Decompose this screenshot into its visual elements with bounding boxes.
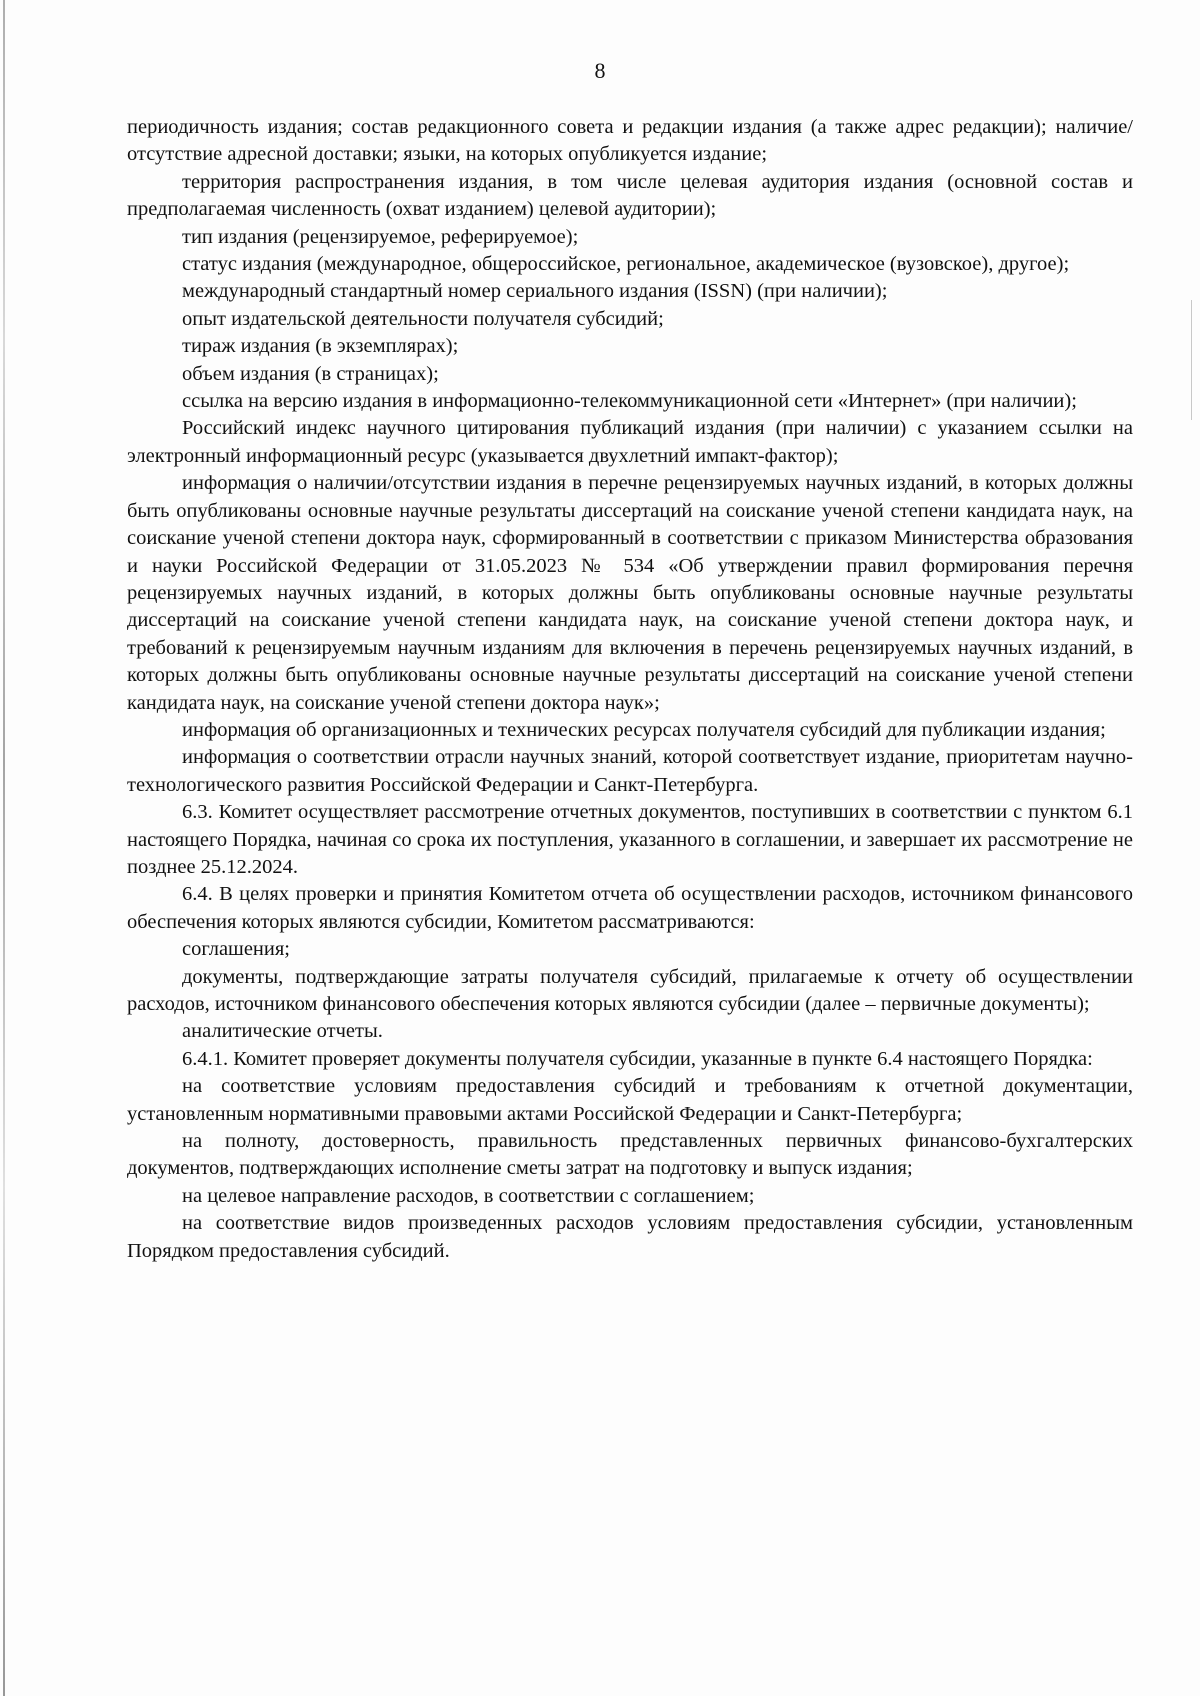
paragraph: документы, подтверждающие затраты получателя субсидий, прилагаемые к отчету об осуществлении расходов, источником финансового обеспечения которых являются субсидии (далее – первичные документы);: [127, 965, 1133, 1015]
paragraph: информация об организационных и технических ресурсах получателя субсидий для публикации издания;: [182, 718, 1106, 741]
paragraph: на целевое направление расходов, в соответствии с соглашением;: [182, 1184, 755, 1207]
scan-edge: [3, 0, 5, 1696]
paragraph: на соответствие условиям предоставления субсидий и требованиям к отчетной документации, установленным нормативными правовыми актами Российской Федерации и Санкт-Петербурга;: [127, 1075, 1133, 1125]
paragraph: 6.4. В целях проверки и принятия Комитетом отчета об осуществлении расходов, источником финансового обеспечения которых являются субсидии, Комитетом рассматриваются:: [127, 883, 1133, 933]
paragraph: соглашения;: [182, 938, 290, 961]
paragraph: ссылка на версию издания в информационно-телекоммуникационной сети «Интернет» (при наличии);: [182, 390, 1077, 413]
paragraph: опыт издательской деятельности получателя субсидий;: [182, 307, 664, 330]
paragraph: информация о соответствии отрасли научных знаний, которой соответствует издание, приоритетам научно-технологического развития Российской Федерации и Санкт-Петербурга.: [127, 746, 1133, 796]
paragraph: тираж издания (в экземплярах);: [182, 335, 459, 358]
paragraph: аналитические отчеты.: [182, 1020, 383, 1043]
paragraph: территория распространения издания, в том числе целевая аудитория издания (основной состав и предполагаемая численность (охват изданием) целевой аудитории);: [127, 170, 1133, 221]
paragraph: статус издания (международное, общероссийское, региональное, академическое (вузовское), другое);: [182, 253, 1070, 276]
page-number: 8: [594, 58, 606, 83]
paragraph: на полноту, достоверность, правильность представленных первичных финансово-бухгалтерских документов, подтверждающих исполнение сметы затрат на подготовку и выпуск издания;: [127, 1130, 1133, 1180]
paragraph: Российский индекс научного цитирования публикаций издания (при наличии) с указанием ссылки на электронный информационный ресурс (указывается двухлетний импакт-фактор);: [127, 417, 1133, 467]
paragraph: объем издания (в страницах);: [182, 362, 439, 385]
scan-edge: [1191, 300, 1192, 420]
paragraph: периодичность издания; состав редакционного совета и редакции издания (а также адрес редакции); наличие/отсутствие адресной доставки; языки, на которых опубликуется издание;: [127, 116, 1133, 166]
paragraph: тип издания (рецензируемое, реферируемое);: [182, 225, 579, 248]
paragraph: международный стандартный номер сериального издания (ISSN) (при наличии);: [182, 280, 888, 303]
paragraph: информация о наличии/отсутствии издания в перечне рецензируемых научных изданий, в которых должны быть опубликованы основные научные результаты диссертаций на соискание ученой степени кандидата наук, на соискание ученой степени доктора наук, сформированный в соответствии с приказом Министерства образования и науки Российской Федерации от 31.05.2023 № 534 «Об утверждении правил формирования перечня рецензируемых научных изданий, в которых должны быть опубликованы основные научные результаты диссертаций на соискание ученой степени кандидата наук, на соискание ученой степени доктора наук, и требований к рецензируемым научным изданиям для включения в перечень рецензируемых научных изданий, в которых должны быть опубликованы основные научные результаты диссертаций на соискание ученой степени кандидата наук, на соискание ученой степени доктора наук»;: [127, 472, 1133, 714]
paragraph: 6.4.1. Комитет проверяет документы получателя субсидии, указанные в пункте 6.4 настоящего Порядка:: [182, 1047, 1093, 1070]
paragraph: 6.3. Комитет осуществляет рассмотрение отчетных документов, поступивших в соответствии с пунктом 6.1 настоящего Порядка, начиная со срока их поступления, указанного в соглашении, и завершает их рассмотрение не позднее 25.12.2024.: [127, 801, 1133, 878]
document-body: [127, 114, 1133, 1265]
paragraph: на соответствие видов произведенных расходов условиям предоставления субсидии, установленным Порядком предоставления субсидий.: [127, 1212, 1133, 1262]
